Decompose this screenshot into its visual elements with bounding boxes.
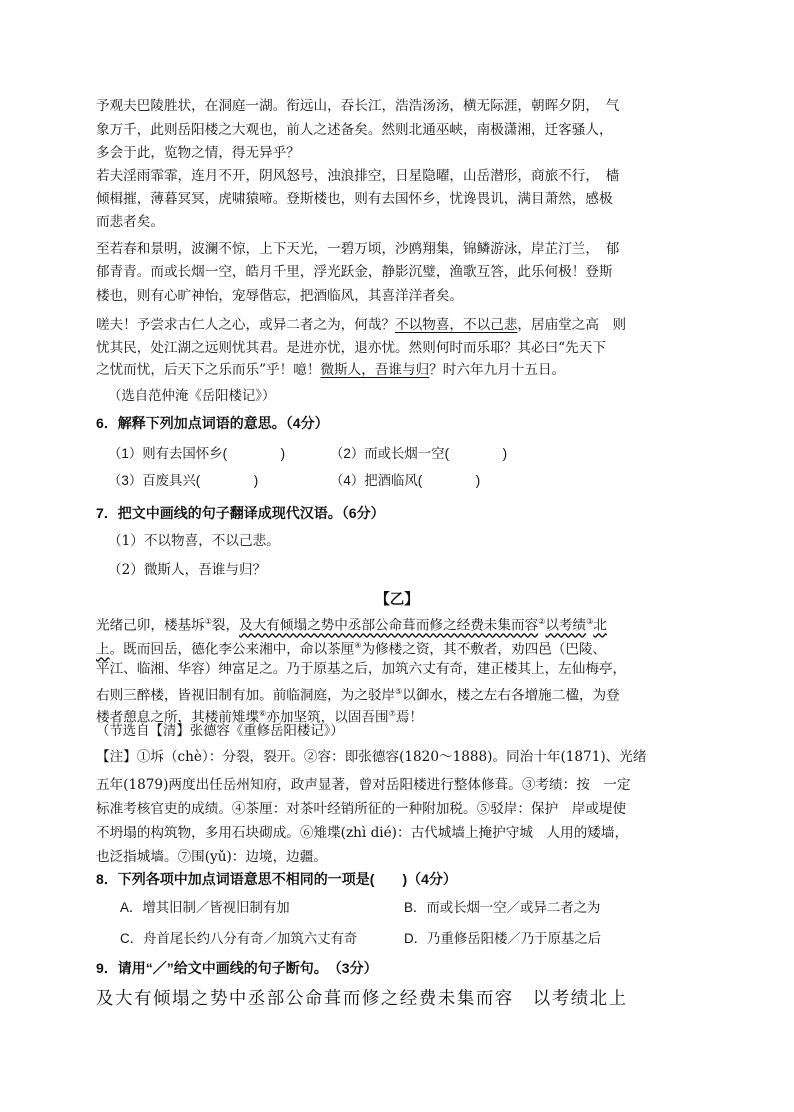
question-7-title: 7．把文中画线的句子翻译成现代汉语。（6分） xyxy=(96,505,385,521)
question-6-item: （4）把酒临风( ) xyxy=(330,473,481,488)
passage-a-line xyxy=(96,360,565,380)
text-segment: 焉！ xyxy=(395,709,423,726)
text-segment: 为修楼之资，其不敷者，劝四邑（巴陵、 xyxy=(361,641,607,658)
question-9-title: 9．请用“／”给文中画线的句子断句。 （3分） xyxy=(96,960,378,976)
notes-line: 五年(1879)两度出任岳州知府，政声显著，曾对岳阳楼进行整体修葺。③考绩：按 一定 xyxy=(96,777,631,793)
passage-b-line: 平江、临湘、华容）绅富足之。乃于原基之后，加筑六丈有奇，建正楼其上，左仙梅亭， xyxy=(96,661,627,677)
notes-line: 标准考核官吏的成绩。④茶厘：对茶叶经销所征的一种附加税。⑤驳岸：保护 岸或堤使 xyxy=(96,801,627,817)
text-segment: 之忧而忧，后天下之乐而乐”乎！噫！ xyxy=(96,362,321,378)
underlined-sentence: 及大有倾塌之势中丞部公命葺而修之经费未集而容 xyxy=(239,617,539,634)
passage-a-line: 多会于此，览物之情，得无异乎？ xyxy=(96,145,300,161)
question-6-title: 6．解释下列加点词语的意思。（4分） xyxy=(96,415,329,431)
underlined-sentence: 以考绩 xyxy=(545,617,587,634)
question-8-title: 8．下列各项中加点词语意思不相同的一项是( )（4分） xyxy=(96,871,457,887)
text-segment: 右则三醉楼，皆视旧制有加。前临洞庭，为之驳岸 xyxy=(96,687,396,704)
footnote-marker: ② xyxy=(538,617,546,626)
footnote-marker: ① xyxy=(204,617,212,626)
question-6-item: （1）则有去国怀乡( ) xyxy=(108,446,286,461)
footnote-marker: ⑦ xyxy=(388,709,396,718)
underlined-sentence: 北 xyxy=(593,617,607,634)
underlined-sentence: 不以物喜，不以己悲 xyxy=(395,317,518,333)
question-6-item: （2）而或长烟一空( ) xyxy=(330,446,508,461)
text-segment: ，居庙堂之高 则 xyxy=(517,317,627,333)
passage-a-line: 象万千，此则岳阳楼之大观也，前人之述备矣。然则北通巫峡，南极潇湘，迁客骚人， xyxy=(96,122,613,138)
question-6-item: （3）百废具兴( ) xyxy=(108,473,259,488)
underlined-sentence: 微斯人，吾谁与归 xyxy=(320,362,430,378)
passage-b-line xyxy=(96,682,620,706)
passage-a-line: 而悲者矣。 xyxy=(96,214,164,230)
footnote-marker: ③ xyxy=(586,617,594,626)
passage-a-line: 至若春和景明，波澜不惊，上下天光，一碧万顷，沙鸥翔集，锦鳞游泳，岸芷汀兰， 郁 xyxy=(96,241,620,257)
question-8-option-d: D．乃重修岳阳楼／乃于原基之后 xyxy=(404,931,602,946)
question-8-option-b: B．而或长烟一空／或异二者之为 xyxy=(404,900,601,915)
text-segment: 光绪己卯，楼基坼 xyxy=(96,617,205,634)
text-segment: 裂， xyxy=(211,617,240,634)
underlined-sentence: 上 xyxy=(96,641,110,658)
passage-a-line: 楼也，则有心旷神怡，宠辱偕忘，把酒临风，其喜洋洋者矣。 xyxy=(96,288,464,304)
passage-a-line: 忧其民，处江湖之远则忧其君。是进亦忧，退亦忧。然则何时而乐耶？其必曰“先天下 xyxy=(96,340,606,356)
question-8-option-c: C．舟首尾长约八分有奇／加筑六丈有奇 xyxy=(120,931,358,946)
notes-line: 不坍塌的构筑物，多用石块砌成。⑥雉堞(zhì dié)：古代城墙上掩护守城 人用的矮墙， xyxy=(96,825,629,841)
footnote-marker: ⑥ xyxy=(259,709,267,718)
footnote-marker: ⑤ xyxy=(395,687,403,696)
passage-a-line: 郁青青。而或长烟一空，皓月千里，浮光跃金，静影沉璧，渔歌互答，此乐何极！登斯 xyxy=(96,264,613,280)
passage-a-line: 若夫淫雨霏霏，连月不开，阴风怒号，浊浪排空，日星隐曜，山岳潜形，商旅不行， 樯 xyxy=(96,168,620,184)
passage-a-line: 予观夫巴陵胜状，在洞庭一湖。衔远山，吞长江，浩浩汤汤，横无际涯，朝晖夕阴， 气 xyxy=(96,98,620,114)
passage-a-line xyxy=(96,315,626,335)
text-segment: ？时六年九月十五日。 xyxy=(429,362,566,378)
text-segment: 。既而回岳，德化李公来湘中，命以茶厘 xyxy=(109,641,355,658)
notes-line: 【注】①坼（chè）：分裂，裂开。②容：即张德容(1820～1888)。同治十年(1871)、光绪 xyxy=(96,749,647,765)
text-segment: 以御水，楼之左右各增施二楹，为登 xyxy=(402,687,620,704)
passage-a-line: 倾楫摧，薄暮冥冥，虎啸猿啼。登斯楼也，则有去国怀乡，忧谗畏讥，满目萧然，感极 xyxy=(96,191,613,207)
question-8-option-a: A．增其旧制／皆视旧制有加 xyxy=(120,900,290,915)
question-7-item: （2）微斯人，吾谁与归？ xyxy=(108,562,267,578)
text-segment: 嗟夫！予尝求古仁人之心，或异二者之为，何哉？ xyxy=(96,317,396,333)
text-segment: 楼者憩息之所，其楼前雉堞 xyxy=(96,709,260,726)
footnote-marker: ④ xyxy=(354,641,362,650)
question-7-item: （1）不以物喜，不以己悲。 xyxy=(108,533,280,549)
passage-b-line xyxy=(96,636,606,660)
text-segment: 亦加坚筑，以固吾围 xyxy=(266,709,389,726)
passage-a-source: （选自范仲淹《岳阳楼记》） xyxy=(108,388,276,403)
passage-b-line xyxy=(96,612,607,636)
passage-b-source: （节选自【清】张德容《重修岳阳楼记》） xyxy=(96,723,344,738)
passage-b-heading: 【乙】 xyxy=(375,592,419,608)
question-9-sentence: 及大有倾塌之势中丞部公命葺而修之经费未集而容 以考绩北上 xyxy=(96,989,628,1009)
notes-line: 也泛指城墙。⑦围(yǔ)：边境，边疆。 xyxy=(96,849,327,865)
